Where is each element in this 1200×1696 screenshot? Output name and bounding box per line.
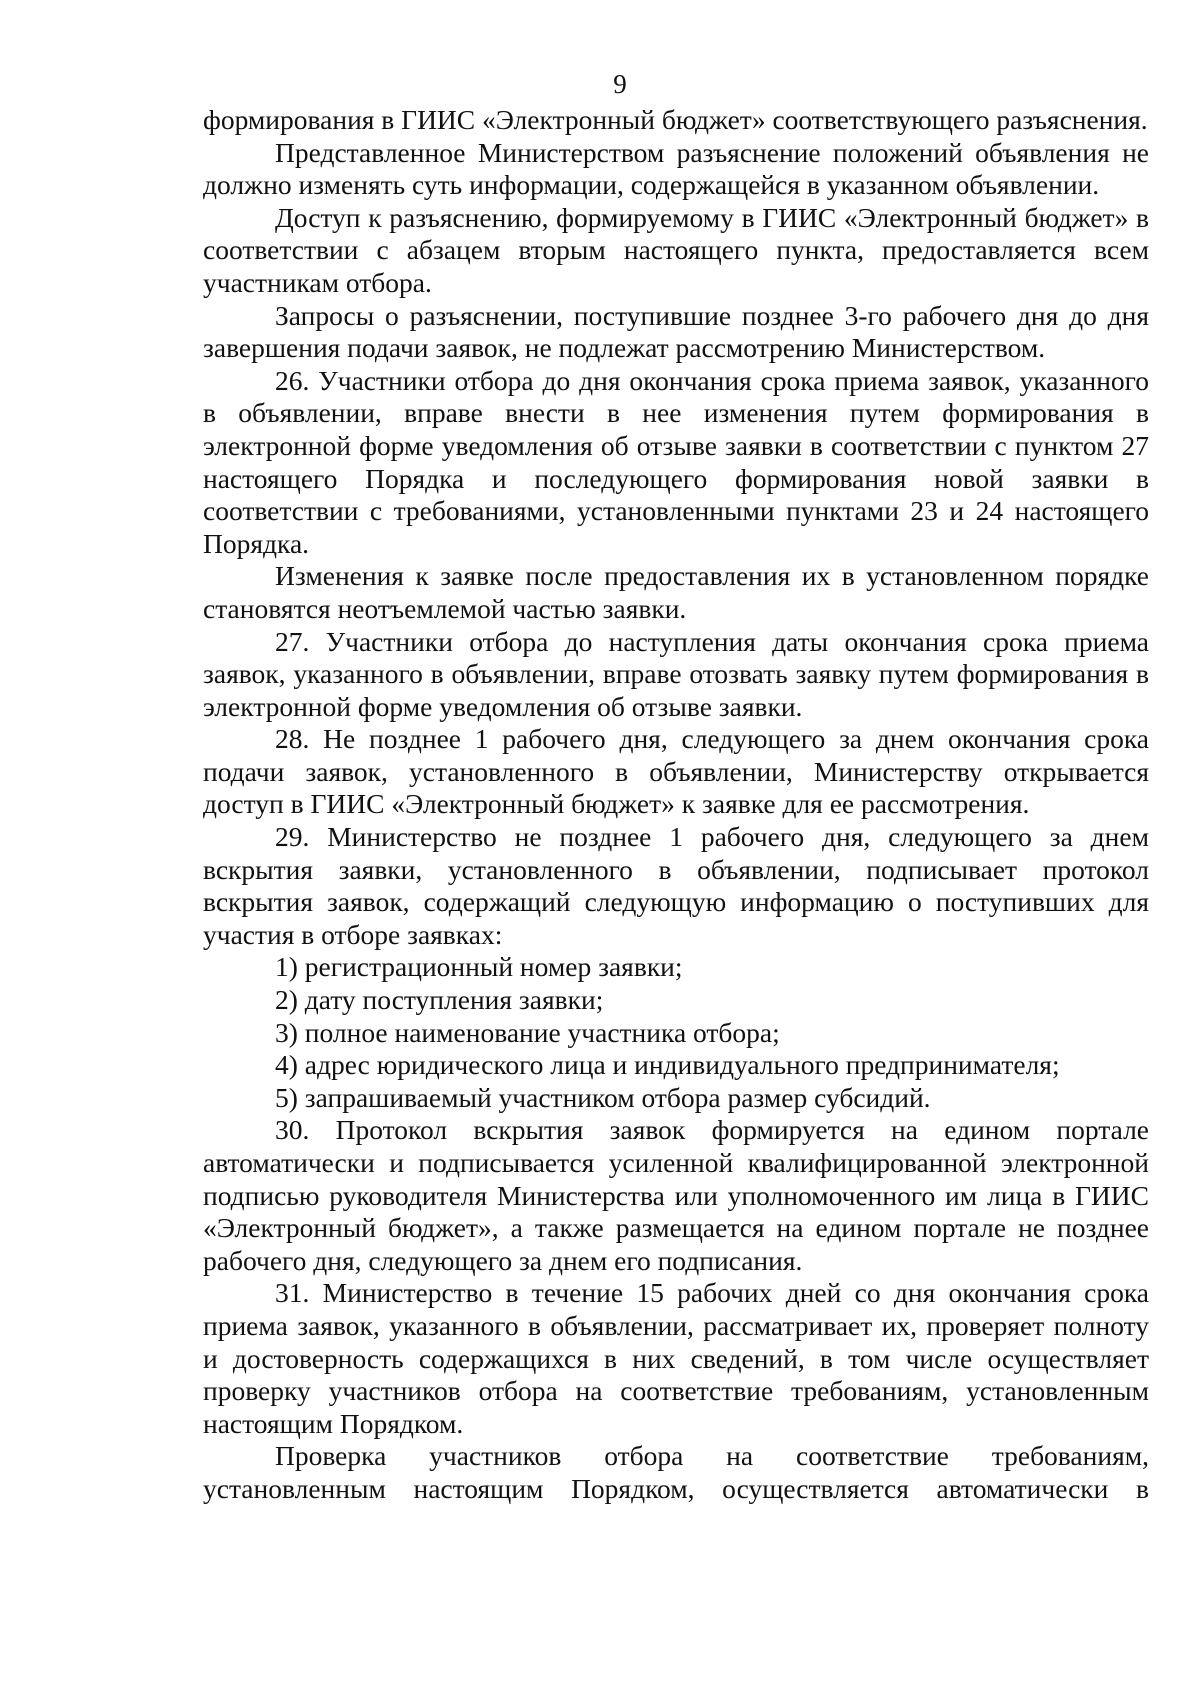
- paragraph-item-28: 28. Не позднее 1 рабочего дня, следующего за днем окончания срока подачи заявок, установленного в объявлении, Министерству открывается доступ в ГИИС «Электронный бюджет» к заявке для ее рассмотрения.: [203, 723, 1149, 820]
- paragraph-clarification-deadline: Запросы о разъяснении, поступившие позднее 3-го рабочего дня до дня завершения подачи заявок, не подлежат рассмотрению Министерством.: [203, 299, 1149, 364]
- list-item-2: 2) дату поступления заявки;: [275, 984, 604, 1016]
- paragraph-verification: Проверка участников отбора на соответствие требованиям, установленным настоящим Порядком, осуществляется автоматически в: [203, 1440, 1149, 1504]
- list-item-3: 3) полное наименование участника отбора;: [275, 1016, 780, 1048]
- paragraph-item-27: 27. Участники отбора до наступления даты окончания срока приема заявок, указанного в объявлении, вправе отозвать заявку путем формирования в электронной форме уведомления об отзыве заявки.: [203, 625, 1149, 722]
- document-body: [203, 104, 1149, 1506]
- paragraph-clarification-content: Представленное Министерством разъяснение положений объявления не должно изменять суть информации, содержащейся в указанном объявлении.: [203, 136, 1149, 201]
- paragraph-continuation: формирования в ГИИС «Электронный бюджет» соответствующего разъяснения.: [203, 104, 1148, 135]
- paragraph-item-30: 30. Протокол вскрытия заявок формируется на едином портале автоматически и подписывается усиленной квалифицированной электронной подписью руководителя Министерства или уполномоченного им лица в ГИИС «Электронный бюджет», а также размещается на едином портале не позднее рабочего дня, следующего за днем его подписания.: [203, 1114, 1149, 1276]
- paragraph-clarification-access: Доступ к разъяснению, формируемому в ГИИС «Электронный бюджет» в соответствии с абзацем вторым настоящего пункта, предоставляется всем участникам отбора.: [203, 201, 1149, 298]
- paragraph-item-31: 31. Министерство в течение 15 рабочих дней со дня окончания срока приема заявок, указанного в объявлении, рассматривает их, проверяет полноту и достоверность содержащихся в них сведений, в том числе осуществляет проверку участников отбора на соответствие требованиям, установленным настоящим Порядком.: [203, 1277, 1149, 1439]
- paragraph-item-26: 26. Участники отбора до дня окончания срока приема заявок, указанного в объявлении, вправе внести в нее изменения путем формирования в электронной форме уведомления об отзыве заявки в соответствии с пунктом 27 настоящего Порядка и последующего формирования новой заявки в соответствии с требованиями, установленными пунктами 23 и 24 настоящего Порядка.: [203, 364, 1149, 559]
- paragraph-item-29: 29. Министерство не позднее 1 рабочего дня, следующего за днем вскрытия заявки, установленного в объявлении, подписывает протокол вскрытия заявок, содержащий следующую информацию о поступивших для участия в отборе заявках:: [203, 821, 1149, 950]
- list-item-1: 1) регистрационный номер заявки;: [275, 951, 683, 983]
- list-item-5: 5) запрашиваемый участником отбора размер субсидий.: [275, 1081, 931, 1113]
- paragraph-changes-part: Изменения к заявке после предоставления их в установленном порядке становятся неотъемлемой частью заявки.: [203, 560, 1149, 624]
- list-item-4: 4) адрес юридического лица и индивидуального предпринимателя;: [275, 1049, 1060, 1081]
- page-number: 9: [613, 69, 627, 99]
